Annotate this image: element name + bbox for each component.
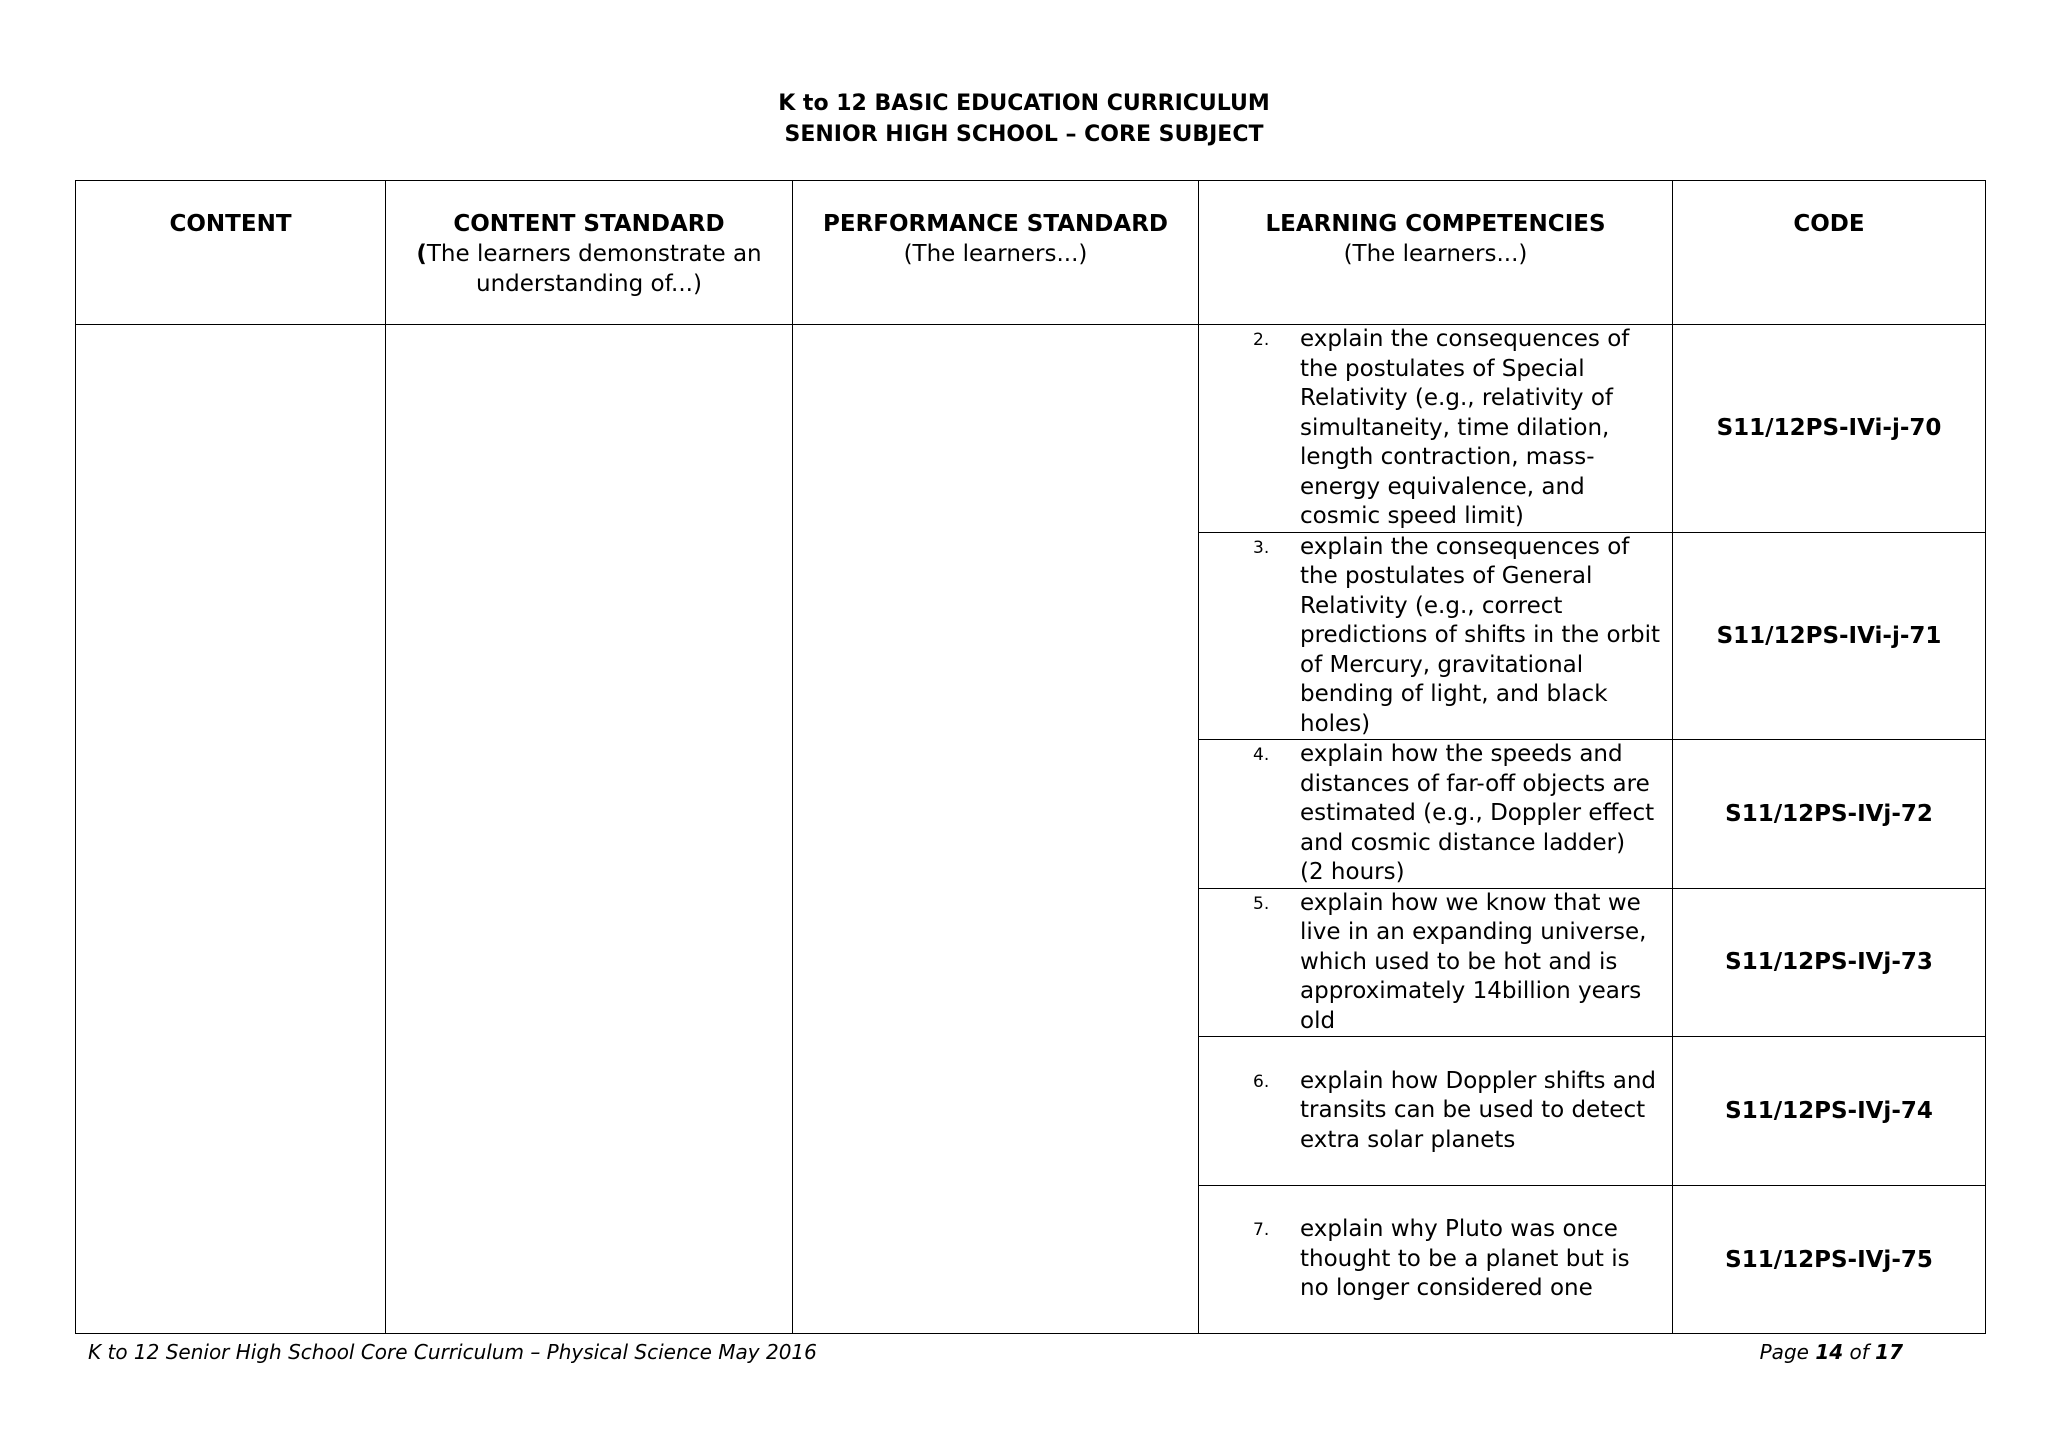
footer-document-title: K to 12 Senior High School Core Curriculum – Physical Science May 2016 xyxy=(88,1340,817,1364)
competency-item: 6. explain how Doppler shifts and transits can be used to detect extra solar planets xyxy=(1253,1067,1657,1153)
col-header-content: CONTENT xyxy=(76,181,386,325)
competency-item: 4. explain how the speeds and distances of far-off objects are estimated (e.g., Doppler effect and cosmic distance ladder) (2 hours) xyxy=(1253,740,1662,888)
curriculum-table xyxy=(75,180,1986,1334)
code-cell: S11/12PS-IVj-72 xyxy=(1673,740,1986,889)
header-subtitle: SENIOR HIGH SCHOOL – CORE SUBJECT xyxy=(784,122,1264,147)
code-cell: S11/12PS-IVj-75 xyxy=(1673,1186,1986,1334)
current-page: 14 xyxy=(1815,1340,1844,1364)
code-cell: S11/12PS-IVj-73 xyxy=(1673,888,1986,1037)
col-header-performance-standard: PERFORMANCE STANDARD (The learners...) xyxy=(793,181,1199,325)
competency-item: 7. explain why Pluto was once thought to be a planet but is no longer considered one xyxy=(1253,1216,1630,1302)
competency-cell xyxy=(1199,1186,1673,1334)
competency-cell xyxy=(1199,740,1673,889)
competency-cell xyxy=(1199,532,1673,740)
col-header-content-standard: CONTENT STANDARD (The learners demonstrate an understanding of...) xyxy=(386,181,793,325)
header-title: K to 12 BASIC EDUCATION CURRICULUM xyxy=(778,91,1270,116)
competency-item: 5. explain how we know that we live in an expanding universe, which used to be hot and is approximately 14billion years old xyxy=(1253,889,1647,1034)
competency-item: 3. explain the consequences of the postulates of General Relativity (e.g., correct predictions of shifts in the orbit of Mercury, gravitational bending of light, and black holes) xyxy=(1253,533,1660,737)
competency-item: 2. explain the consequences of the postulates of Special Relativity (e.g., relativity of simultaneity, time dilation, length contraction, mass-energy equivalence, and cosmic speed limit) xyxy=(1253,326,1630,529)
performance-standard-cell xyxy=(793,325,1199,1334)
competency-duration: (2 hours) xyxy=(1300,859,1405,885)
total-pages: 17 xyxy=(1875,1340,1903,1364)
document-header xyxy=(0,88,2048,150)
code-cell: S11/12PS-IVi-j-70 xyxy=(1673,325,1986,533)
content-standard-cell xyxy=(386,325,793,1334)
code-cell: S11/12PS-IVj-74 xyxy=(1673,1037,1986,1186)
table-header-row xyxy=(76,181,1986,325)
competency-cell xyxy=(1199,1037,1673,1186)
table-row xyxy=(76,325,1986,533)
competency-cell xyxy=(1199,888,1673,1037)
col-header-learning-competencies: LEARNING COMPETENCIES (The learners...) xyxy=(1199,181,1673,325)
content-cell xyxy=(76,325,386,1334)
footer-page-number: Page 14 of 17 xyxy=(1759,1340,1903,1364)
col-header-code: CODE xyxy=(1673,181,1986,325)
code-cell: S11/12PS-IVi-j-71 xyxy=(1673,532,1986,740)
competency-cell xyxy=(1199,325,1673,533)
